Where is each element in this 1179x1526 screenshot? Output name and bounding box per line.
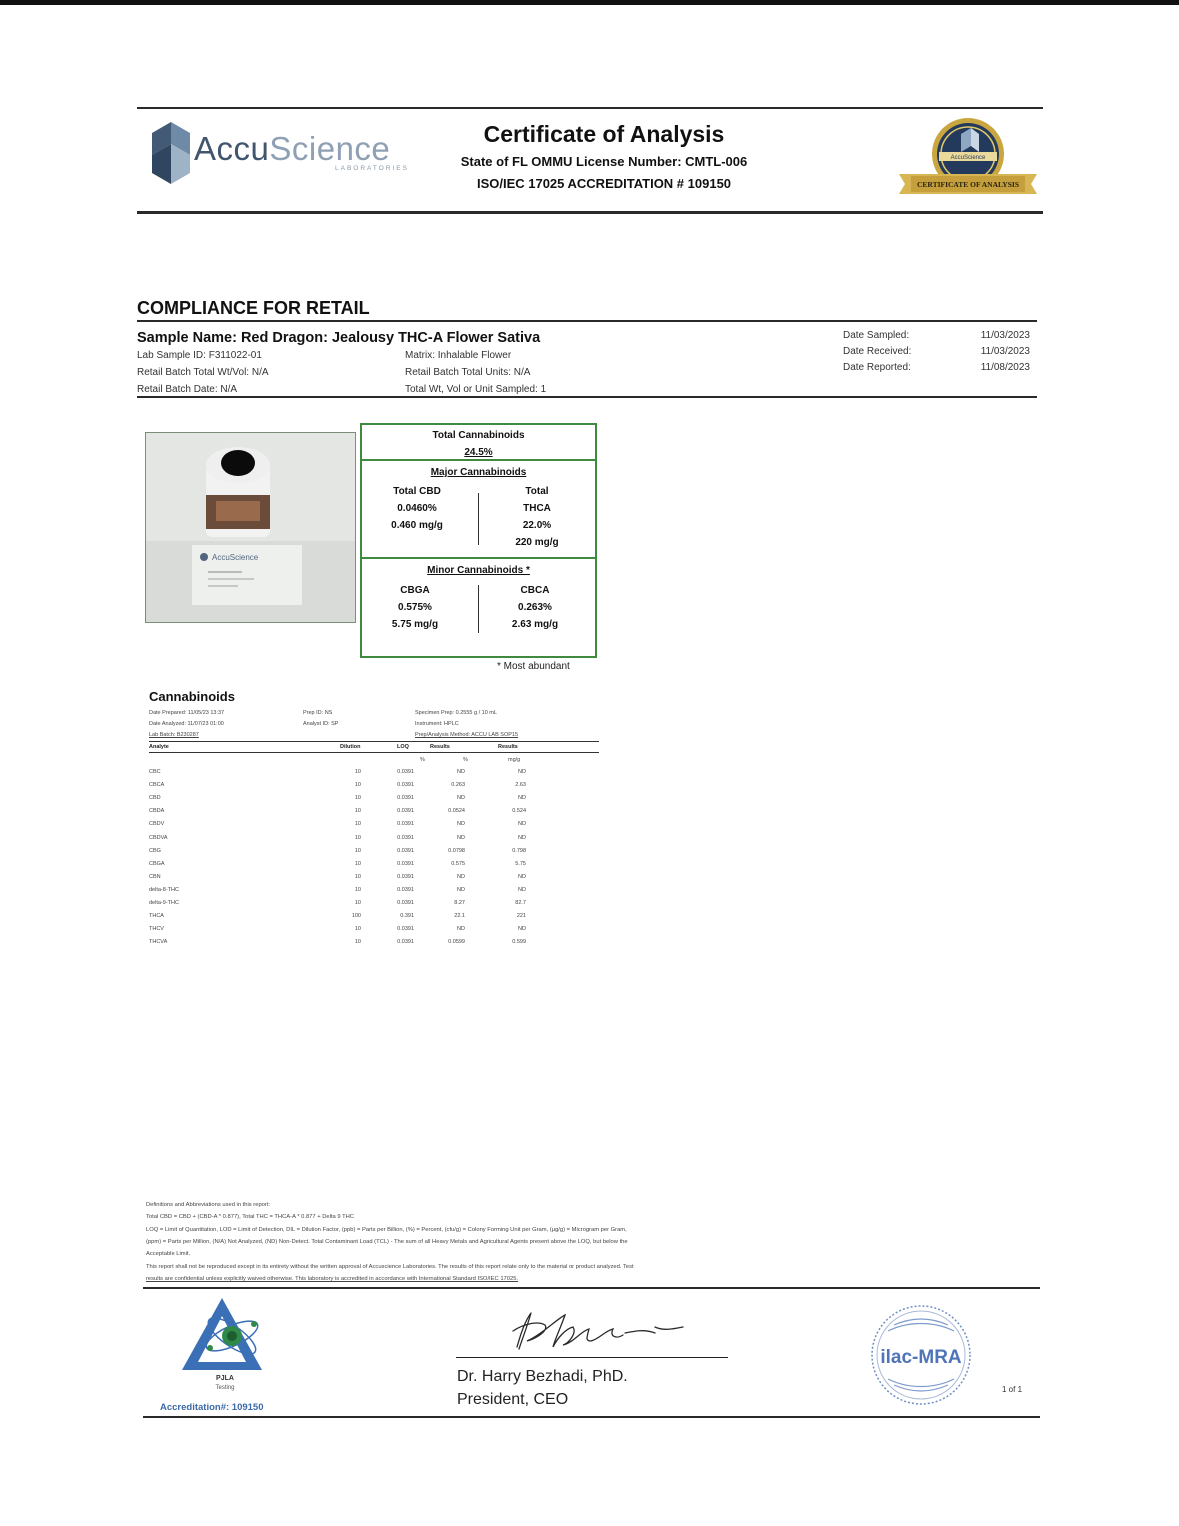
row-results-pct: ND bbox=[457, 926, 465, 933]
row-analyte: CBD bbox=[149, 795, 161, 802]
total-cannabinoids-box bbox=[360, 423, 597, 461]
row-results-pct: ND bbox=[457, 834, 465, 841]
sample-info-rule bbox=[137, 396, 1037, 398]
col-results-mg: Results bbox=[498, 744, 518, 750]
matrix: Matrix: Inhalable Flower bbox=[405, 350, 512, 361]
major-left-line1: Total CBD bbox=[393, 486, 441, 497]
pjla-name: PJLA bbox=[216, 1375, 234, 1382]
row-results-mg: 0.798 bbox=[512, 847, 526, 854]
row-results-pct: ND bbox=[457, 886, 465, 893]
table-row bbox=[149, 808, 529, 821]
row-analyte: CBDVA bbox=[149, 834, 168, 841]
lab-sample-id: Lab Sample ID: F311022-01 bbox=[137, 350, 262, 361]
row-results-mg: 82.7 bbox=[515, 900, 526, 906]
table-row bbox=[149, 913, 529, 926]
row-analyte: CBDV bbox=[149, 821, 165, 828]
mg-unit: mg/g bbox=[508, 757, 521, 763]
col-analyte: Analyte bbox=[149, 744, 169, 750]
page-number: 1 of 1 bbox=[1002, 1385, 1023, 1394]
table-row bbox=[149, 887, 529, 900]
definitions-line: (ppm) = Parts per Million, (N/A) Not Analyzed, (ND) Non-Detect. Total Contaminant Load (TCL) - The sum of all Heavy Metals and Agricultural Agents present above the LOQ, but below the bbox=[146, 1239, 628, 1245]
row-results-mg: ND bbox=[518, 886, 526, 893]
row-results-pct: 0.0524 bbox=[448, 808, 465, 815]
row-results-mg: 2.63 bbox=[515, 782, 526, 789]
ilac-mra-logo-icon bbox=[868, 1303, 974, 1407]
minor-cannabinoids-box bbox=[360, 557, 597, 658]
jar-image bbox=[146, 433, 356, 623]
row-analyte: CBC bbox=[149, 769, 161, 775]
row-results-pct: ND bbox=[457, 873, 465, 880]
table-row bbox=[149, 821, 529, 834]
iso-accreditation: ISO/IEC 17025 ACCREDITATION # 109150 bbox=[476, 176, 732, 191]
row-loq: 0.0391 bbox=[397, 873, 414, 880]
row-results-pct: 0.0798 bbox=[448, 847, 465, 854]
compliance-rule bbox=[137, 320, 1037, 322]
major-divider bbox=[478, 493, 479, 545]
footer-bottom-rule bbox=[143, 1416, 1040, 1418]
col-results-pct: Results bbox=[430, 744, 450, 750]
major-left-line2: 0.0460% bbox=[397, 503, 437, 514]
date-sampled-value: 11/03/2023 bbox=[980, 330, 1030, 341]
minor-left-line2: 0.575% bbox=[398, 602, 432, 613]
row-dilution: 10 bbox=[354, 847, 361, 854]
table-row bbox=[149, 848, 529, 861]
row-dilution: 10 bbox=[354, 821, 361, 828]
row-results-mg: 5.75 bbox=[515, 860, 526, 867]
row-dilution: 10 bbox=[354, 795, 361, 802]
row-dilution: 10 bbox=[354, 939, 361, 946]
definitions-line: Acceptable Limit. bbox=[146, 1251, 191, 1257]
row-analyte: delta-8-THC bbox=[149, 886, 179, 893]
pct-unit: % bbox=[463, 757, 468, 763]
lab-batch: Lab Batch: B230287 bbox=[149, 732, 199, 738]
pjla-subtitle: Testing bbox=[215, 1385, 235, 1391]
row-analyte: delta-9-THC bbox=[149, 900, 179, 906]
date-reported-label: Date Reported: bbox=[843, 362, 911, 373]
signer-name: Dr. Harry Bezhadi, PhD. bbox=[457, 1368, 628, 1385]
row-dilution: 100 bbox=[351, 913, 361, 920]
date-sampled-label: Date Sampled: bbox=[843, 330, 910, 341]
table-row bbox=[149, 769, 529, 782]
row-results-pct: 0.575 bbox=[451, 860, 465, 867]
row-results-mg: 221 bbox=[516, 913, 526, 920]
certificate-seal-icon bbox=[893, 112, 1043, 198]
specimen-prep: Specimen Prep: 0.2555 g / 10 mL bbox=[415, 710, 497, 716]
total-cannabinoids-label: Total Cannabinoids bbox=[432, 430, 525, 441]
logo-subtitle: LABORATORIES bbox=[335, 165, 409, 172]
prep-method: Prep/Analysis Method: ACCU LAB SOP15 bbox=[415, 732, 519, 738]
row-dilution: 10 bbox=[354, 926, 361, 933]
row-results-mg: 0.524 bbox=[512, 808, 526, 815]
row-analyte: THCV bbox=[149, 926, 164, 933]
row-results-mg: ND bbox=[518, 834, 526, 841]
signer-title: President, CEO bbox=[457, 1391, 569, 1408]
svg-text:AccuScience: AccuScience bbox=[212, 553, 259, 562]
row-analyte: THCVA bbox=[149, 939, 168, 946]
row-results-pct: 22.1 bbox=[454, 913, 465, 920]
major-right-line3: 22.0% bbox=[522, 520, 552, 531]
row-dilution: 10 bbox=[354, 782, 361, 789]
major-right-line1: Total bbox=[525, 486, 549, 497]
row-dilution: 10 bbox=[354, 860, 361, 867]
row-loq: 0.0391 bbox=[397, 886, 414, 893]
row-dilution: 10 bbox=[354, 900, 361, 906]
svg-text:ilac-MRA: ilac-MRA bbox=[880, 1347, 962, 1368]
pjla-logo-icon bbox=[180, 1296, 275, 1372]
major-right-line2: THCA bbox=[523, 503, 551, 514]
date-reported-value: 11/08/2023 bbox=[980, 362, 1030, 373]
row-dilution: 10 bbox=[354, 886, 361, 893]
major-right-line4: 220 mg/g bbox=[515, 537, 559, 548]
row-loq: 0.0391 bbox=[397, 900, 414, 906]
retail-batch-date: Retail Batch Date: N/A bbox=[137, 384, 238, 395]
row-results-mg: ND bbox=[518, 795, 526, 802]
row-results-pct: ND bbox=[457, 821, 465, 828]
row-results-mg: 0.599 bbox=[512, 939, 526, 946]
table-row bbox=[149, 926, 529, 939]
compliance-heading: COMPLIANCE FOR RETAIL bbox=[137, 298, 370, 318]
row-analyte: CBCA bbox=[149, 782, 165, 789]
date-analyzed: Date Analyzed: 11/07/23 01:00 bbox=[149, 721, 224, 727]
definitions-heading: Definitions and Abbreviations used in this report: bbox=[146, 1202, 271, 1208]
table-header-bottom-rule bbox=[149, 752, 599, 753]
col-loq: LOQ bbox=[397, 744, 409, 750]
row-loq: 0.0391 bbox=[397, 847, 414, 854]
definitions-line: LOQ = Limit of Quantitation, LOD = Limit of Detection, DIL = Dilution Factor, (ppb) = Parts per Billion, (%) = Percent, (cfu/g) = Colony Forming Unit per Gram, (µg/g) = Microgram per Gram, bbox=[146, 1227, 627, 1233]
row-analyte: CBDA bbox=[149, 808, 165, 815]
minor-left-line3: 5.75 mg/g bbox=[391, 619, 439, 630]
total-cannabinoids-value: 24.5% bbox=[464, 447, 493, 458]
row-loq: 0.0391 bbox=[397, 782, 414, 789]
definitions-line: Total CBD = CBD + (CBD-A * 0.877), Total THC = THCA-A * 0.877 + Delta 9 THC bbox=[146, 1214, 355, 1220]
row-results-pct: ND bbox=[457, 795, 465, 802]
row-results-pct: 8.27 bbox=[454, 900, 465, 906]
svg-text:CERTIFICATE OF ANALYSIS: CERTIFICATE OF ANALYSIS bbox=[917, 180, 1019, 189]
table-row bbox=[149, 939, 529, 952]
accreditation-number: Accreditation#: 109150 bbox=[160, 1402, 264, 1413]
row-results-mg: ND bbox=[518, 873, 526, 880]
disclaimer-line: results are confidential unless explicitly waived otherwise. This laboratory is accredited in accordance with International Standard ISO/IEC 17025. bbox=[146, 1276, 519, 1282]
row-loq: 0.0391 bbox=[397, 769, 414, 775]
table-row bbox=[149, 782, 529, 795]
minor-right-line1: CBCA bbox=[520, 585, 550, 596]
row-results-pct: 0.263 bbox=[451, 782, 465, 789]
table-header-top-rule bbox=[149, 741, 599, 742]
row-loq: 0.0391 bbox=[397, 795, 414, 802]
accuscience-logo-icon bbox=[152, 122, 190, 184]
row-loq: 0.391 bbox=[400, 913, 414, 920]
row-results-pct: 0.0599 bbox=[448, 939, 465, 946]
certificate-title: Certificate of Analysis bbox=[483, 121, 725, 147]
retail-batch-units: Retail Batch Total Units: N/A bbox=[405, 367, 531, 378]
date-received-label: Date Received: bbox=[843, 346, 912, 357]
minor-divider bbox=[478, 585, 479, 633]
product-photo bbox=[145, 432, 356, 623]
minor-right-line2: 0.263% bbox=[518, 602, 552, 613]
retail-batch-total-wt: Retail Batch Total Wt/Vol: N/A bbox=[137, 367, 269, 378]
license-number: State of FL OMMU License Number: CMTL-006 bbox=[460, 154, 748, 169]
row-results-pct: ND bbox=[457, 769, 465, 775]
row-dilution: 10 bbox=[354, 873, 361, 880]
minor-right-line3: 2.63 mg/g bbox=[511, 619, 559, 630]
table-row bbox=[149, 795, 529, 808]
major-cannabinoids-box bbox=[360, 459, 597, 559]
table-row bbox=[149, 874, 529, 887]
header-top-rule bbox=[137, 107, 1043, 109]
most-abundant-note: * Most abundant bbox=[497, 661, 570, 672]
top-border bbox=[0, 0, 1179, 5]
row-analyte: THCA bbox=[149, 913, 164, 920]
row-analyte: CBN bbox=[149, 873, 161, 880]
row-results-mg: ND bbox=[518, 821, 526, 828]
row-loq: 0.0391 bbox=[397, 860, 414, 867]
minor-left-line1: CBGA bbox=[400, 585, 430, 596]
cannabinoids-title: Cannabinoids bbox=[149, 689, 235, 704]
table-row bbox=[149, 861, 529, 874]
row-analyte: CBG bbox=[149, 847, 161, 854]
signature-icon bbox=[505, 1303, 690, 1358]
logo-wordmark: AccuScience bbox=[194, 130, 391, 167]
instrument: Instrument: HPLC bbox=[415, 721, 459, 727]
major-left-line3: 0.460 mg/g bbox=[391, 520, 443, 531]
row-loq: 0.0391 bbox=[397, 926, 414, 933]
col-dilution: Dilution bbox=[340, 744, 361, 750]
header-bottom-rule bbox=[137, 211, 1043, 214]
table-row bbox=[149, 835, 529, 848]
row-loq: 0.0391 bbox=[397, 939, 414, 946]
row-loq: 0.0391 bbox=[397, 808, 414, 815]
row-results-mg: ND bbox=[518, 926, 526, 933]
row-analyte: CBGA bbox=[149, 860, 165, 867]
row-dilution: 10 bbox=[354, 834, 361, 841]
footer-top-rule bbox=[143, 1287, 1040, 1289]
analyst-id: Analyst ID: SP bbox=[303, 721, 339, 727]
total-wt-sampled: Total Wt, Vol or Unit Sampled: 1 bbox=[405, 384, 547, 395]
date-received-value: 11/03/2023 bbox=[980, 346, 1030, 357]
svg-text:AccuScience: AccuScience bbox=[950, 155, 986, 161]
row-dilution: 10 bbox=[354, 808, 361, 815]
disclaimer-line: This report shall not be reproduced except in its entirety without the written approval of Accuscience Laboratories. The results of this report relate only to the material or product analyzed. Test bbox=[146, 1264, 634, 1270]
row-loq: 0.0391 bbox=[397, 821, 414, 828]
loq-unit: % bbox=[420, 757, 425, 763]
table-row bbox=[149, 900, 529, 913]
row-dilution: 10 bbox=[354, 769, 361, 775]
row-loq: 0.0391 bbox=[397, 834, 414, 841]
row-results-mg: ND bbox=[518, 769, 526, 775]
date-prepared: Date Prepared: 11/05/23 13:37 bbox=[149, 710, 225, 716]
sample-name: Sample Name: Red Dragon: Jealousy THC-A Flower Sativa bbox=[137, 330, 541, 346]
major-cannabinoids-label: Major Cannabinoids bbox=[430, 467, 527, 478]
prep-id: Prep ID: NS bbox=[303, 710, 333, 716]
minor-cannabinoids-label: Minor Cannabinoids * bbox=[427, 565, 530, 576]
signature-line bbox=[456, 1357, 728, 1358]
